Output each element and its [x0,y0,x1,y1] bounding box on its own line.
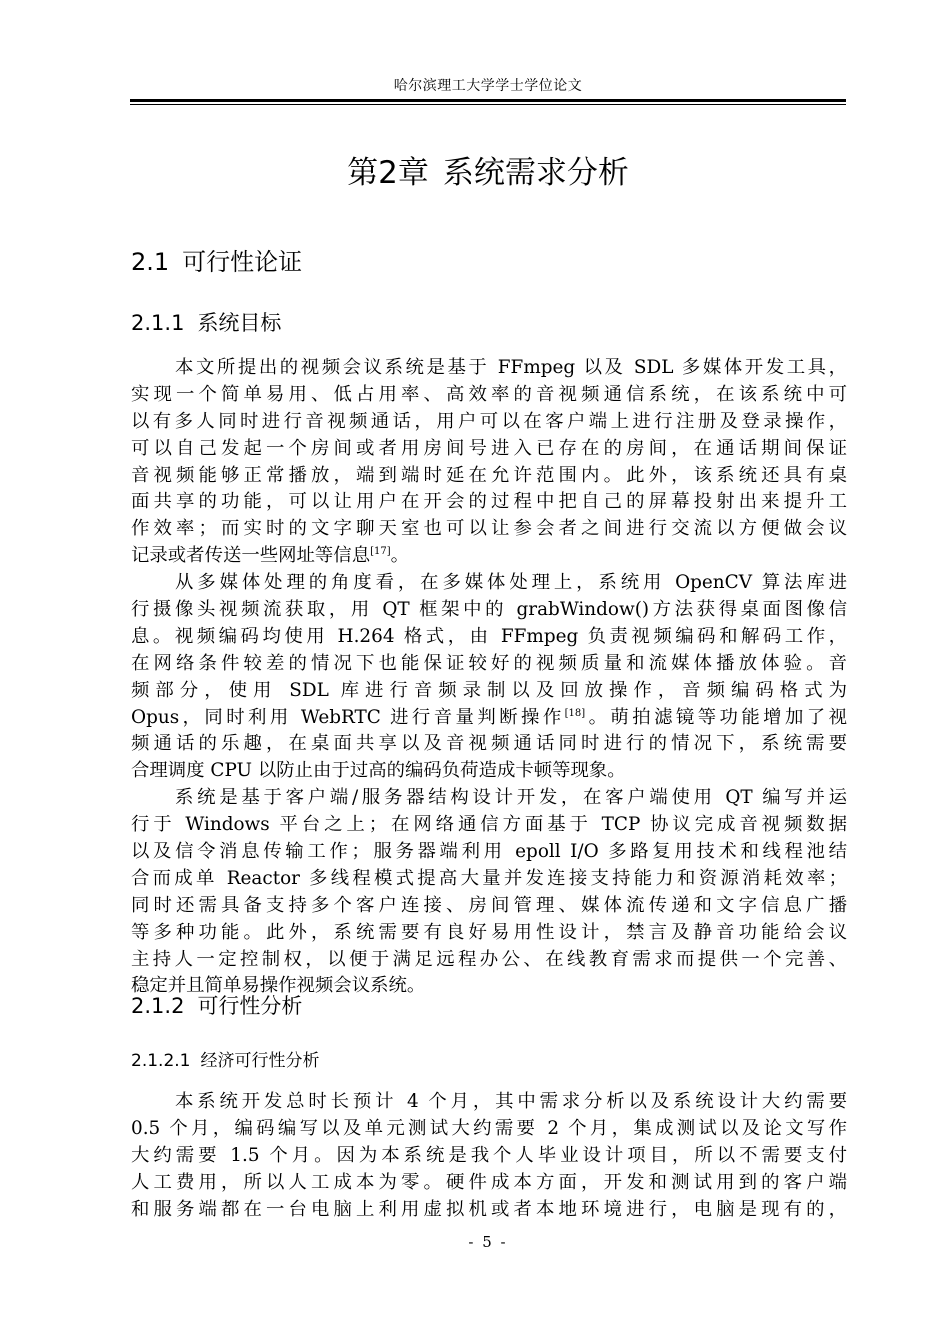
chapter-title [130,150,846,196]
text-line: 大约需要 1.5 个月。因为本系统是我个人毕业设计项目，所以不需要支付 [131,1144,847,1166]
text-run: Opus，同时利用 WebRTC 进行音量判断操作 [131,706,565,728]
section-number: 2.1.1 [131,311,185,335]
text-line: 在网络条件较差的情况下也能保证较好的视频质量和流媒体播放体验。音 [131,652,847,674]
text-line: 面共享的功能，可以让用户在开会的过程中把自己的屏幕投射出来提升工 [131,491,847,513]
citation-ref: [18] [564,707,586,719]
chapter-number: 第2章 [347,155,429,191]
section-title: 经济可行性分析 [200,1051,320,1071]
text-line: 频通话的乐趣，在桌面共享以及音视频通话同时进行的情况下，系统需要 [131,733,847,755]
text-line: 和服务端都在一台电脑上利用虚拟机或者本地环境进行，电脑是现有的， [131,1198,847,1220]
text-line: 实现一个简单易用、低占用率、高效率的音视频通信系统，在该系统中可 [131,383,847,405]
citation-ref: [17] [370,546,391,558]
text-line: 频部分，使用 SDL 库进行音频录制以及回放操作，音频编码格式为 [131,679,847,701]
text-line [131,705,847,732]
text-line: 主持人一定控制权，以便于满足远程办公、在线教育需求而提供一个完善、 [131,948,847,970]
text-run: 。 [390,545,410,567]
text-line: 行摄像头视频流获取，用 QT 框架中的 grabWindow()方法获得桌面图像信 [131,599,847,621]
text-line: 稳定并且简单易操作视频会议系统。 [131,975,426,997]
section-number: 2.1 [131,248,170,276]
text-line: 合理调度 CPU 以防止由于过高的编码负荷造成卡顿等现象。 [131,760,626,782]
page-number: - 5 - [468,1233,508,1251]
text-line: 行于 Windows 平台之上；在网络通信方面基于 TCP 协议完成音视频数据 [131,814,847,836]
section-title: 可行性分析 [197,994,303,1018]
section-heading-2-1-1 [131,308,281,338]
text-line: 人工费用，所以人工成本为零。硬件成本方面，开发和测试用到的客户端 [131,1171,847,1193]
section-title: 可行性论证 [182,248,303,276]
text-line: 可以自己发起一个房间或者用房间号进入已存在的房间，在通话期间保证 [131,437,847,459]
paragraph-system-goal [131,355,847,1000]
text-line: 本文所提出的视频会议系统是基于 FFmpeg 以及 SDL 多媒体开发工具， [175,357,847,378]
text-line: 以有多人同时进行音视频通话，用户可以在客户端上进行注册及登录操作， [131,410,847,432]
text-line: 从多媒体处理的角度看，在多媒体处理上，系统用 OpenCV 算法库进 [175,572,847,594]
text-line: 以及信令消息传输工作；服务器端利用 epoll I/O 多路复用技术和线程池结 [131,841,847,863]
header-rule-thin [130,104,846,105]
text-line: 息。视频编码均使用 H.264 格式，由 FFmpeg 负责视频编码和解码工作， [131,625,847,647]
section-heading-2-1-2-1 [131,1048,319,1074]
section-number: 2.1.2.1 [131,1051,191,1071]
text-run: 记录或者传送一些网址等信息 [131,545,371,567]
text-line: 系统是基于客户端/服务器结构设计开发，在客户端使用 QT 编写并运 [175,787,847,809]
text-line [131,543,847,570]
section-number: 2.1.2 [131,994,185,1018]
text-line: 合而成单 Reactor 多线程模式提高大量并发连接支持能力和资源消耗效率； [131,867,847,889]
text-line: 等多种功能。此外，系统需要有良好易用性设计，禁言及静音功能给会议 [131,921,847,943]
section-heading-2-1 [131,245,302,279]
text-line: 0.5 个月，编码编写以及单元测试大约需要 2 个月，集成测试以及论文写作 [131,1117,847,1139]
section-title: 系统目标 [197,311,282,335]
text-line: 作效率；而实时的文字聊天室也可以让参会者之间进行交流以方便做会议 [131,518,847,540]
text-line: 本系统开发总时长预计 4 个月，其中需求分析以及系统设计大约需要 [175,1091,847,1112]
header-rule-thick [130,99,846,102]
text-run: 。萌拍滤镜等功能增加了视 [585,706,847,728]
running-header: 哈尔滨理工大学学士学位论文 [393,78,583,94]
text-line: 音视频能够正常播放，端到端时延在允许范围内。此外，该系统还具有桌 [131,464,847,486]
chapter-name: 系统需求分析 [442,155,629,191]
section-heading-2-1-2 [131,991,302,1021]
text-line: 同时还需具备支持多个客户连接、房间管理、媒体流传递和文字信息广播 [131,894,847,916]
paragraph-economic-feasibility [131,1089,847,1223]
